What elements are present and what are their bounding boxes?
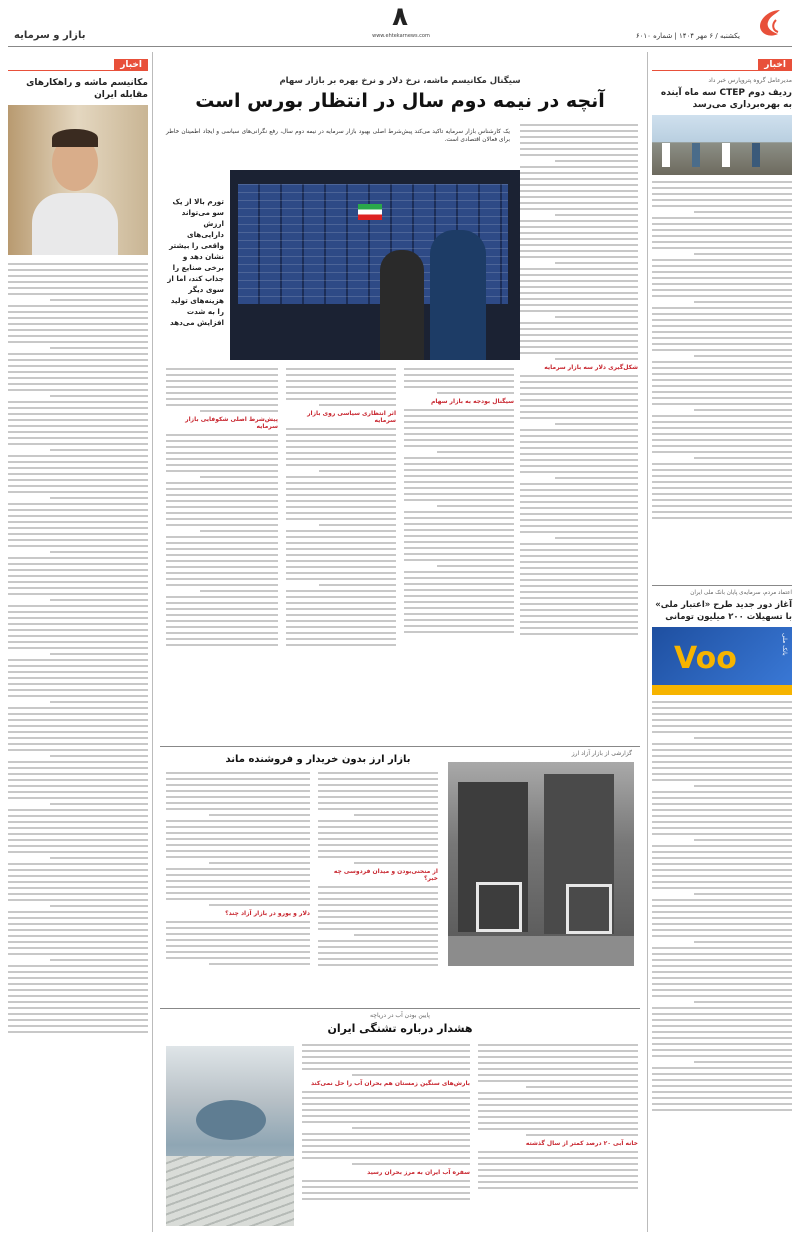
ad-brand: بانک ملی [781, 633, 788, 656]
ad-headline: Voo [674, 641, 737, 676]
main-body-right [520, 124, 638, 754]
water-subhead-2: سفره آب ایران به مرز بحران رسید [367, 1169, 470, 1176]
water-kicker: پایین بودن آب در دریاچه [370, 1012, 430, 1019]
right-column [652, 52, 792, 1232]
pull-quote: تورم بالا از یک سو می‌تواند ارزش دارایی‌های واقعی را بیشتر نشان دهد و برخی صنایع را جذاب کند، اما از سوی دیگر هزینه‌های تولید را به شدت افزایش می‌دهد [167, 197, 224, 327]
headline-2: آغاز دور جدید طرح «اعتبار ملی» با تسهیلات ۲۰۰ میلیون تومانی [655, 600, 792, 622]
water-body-col1 [478, 1044, 638, 1234]
main-body-col3 [286, 368, 396, 738]
dry-lake-photo [166, 1046, 294, 1226]
kicker: مدیرعامل گروه پتروپارس خبر داد [708, 77, 792, 84]
subhead-dollar: شکل‌گیری دلار سه بازار سرمایه [544, 364, 638, 371]
water-headline: هشدار درباره تشنگی ایران [327, 1022, 473, 1035]
subhead-budget: سیگنال بودجه به بازار سهام [430, 398, 514, 405]
article-body-2 [652, 701, 792, 1201]
logo-icon [752, 4, 786, 44]
subhead-prerequisite: پیش‌شرط اصلی شکوفایی بازار سرمایه [185, 416, 278, 430]
kicker-2: اعتماد مردم، سرمایه‌ی پایان بانک ملی ایران [690, 590, 792, 596]
article-body [652, 181, 792, 581]
gold-subhead-2: دلار و یورو در بازار آزاد چند؟ [225, 910, 310, 917]
masthead-logo [752, 4, 786, 44]
page-number: ۸ [392, 2, 408, 32]
main-headline: آنچه در نیمه دوم سال در انتظار بورس است [195, 90, 605, 112]
subhead-political: اثر انتظاری سیاسی روی بازار سرمایه [307, 410, 396, 424]
main-body-col4 [166, 368, 278, 738]
portrait-photo [8, 105, 148, 255]
main-kicker: سیگنال مکانیسم ماشه، نرخ دلار و نرخ بهره بر بازار سهام [279, 76, 521, 86]
left-column [8, 52, 148, 1232]
headline: ردیف دوم CTEP سه ماه آینده به بهره‌برداری می‌رسد [660, 88, 792, 110]
header-rule [8, 46, 792, 47]
main-lead: یک کارشناس بازار سرمایه تاکید می‌کند پیش‌شرط اصلی بهبود بازار سرمایه در نیمه دوم سال، رفع نگرانی‌های سیاسی و ایجاد اطمینان خاطر برای فعالان اقتصادی است. [166, 129, 510, 143]
gold-body-col2 [166, 772, 310, 1002]
section-title: بازار و سرمایه [14, 30, 86, 41]
currency-shop-photo [448, 762, 634, 966]
website: www.ehtekarnews.com [372, 33, 430, 39]
news-tag: اخبار [758, 59, 792, 71]
main-body-col2 [404, 368, 514, 738]
news-tag-left: اخبار [114, 59, 148, 71]
gold-kicker: گزارشی از بازار آزاد ارز [571, 750, 632, 757]
water-subhead-1: بارش‌های سنگین زمستان هم بحران آب را حل نمی‌کند [310, 1080, 470, 1087]
news-photo [652, 115, 792, 175]
bank-ad [652, 627, 792, 695]
gold-body-col1 [318, 772, 438, 1002]
headline-left: مکانیسم ماشه و راهکارهای مقابله ایران [26, 78, 148, 100]
water-body-col2 [302, 1044, 470, 1234]
issue-date: یکشنبه / ۶ مهر ۱۴۰۴ | شماره ۶۰۱۰ [635, 32, 740, 40]
stock-exchange-photo [230, 170, 520, 360]
water-subhead-3: خانه آبی ۲۰ درصد کمتر از سال گذشته [525, 1140, 638, 1147]
article-body-left [8, 263, 148, 1243]
gold-headline: بازار ارز بدون خریدار و فروشنده ماند [225, 754, 411, 765]
gold-subhead-1: از منحنی‌بودن و میدان فردوسی چه خبر؟ [333, 868, 438, 882]
